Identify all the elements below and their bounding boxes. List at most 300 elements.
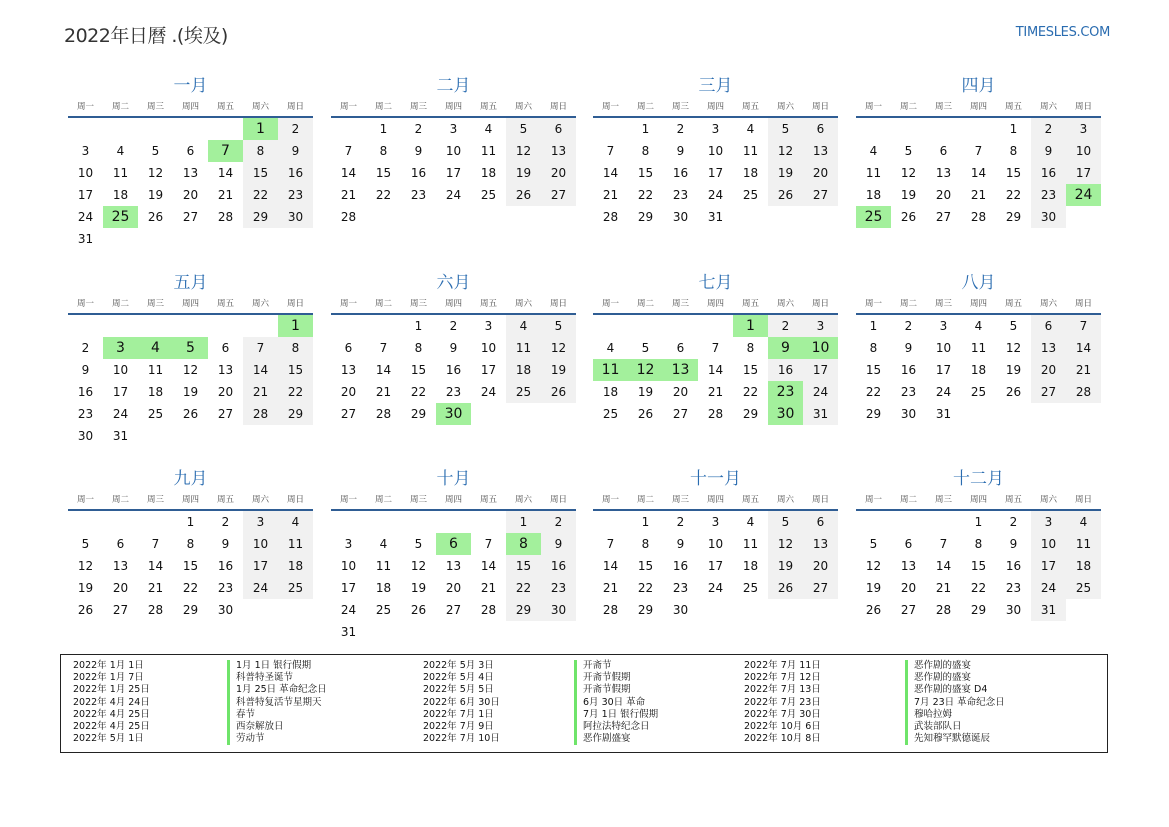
day-cell[interactable]: 4 (484, 122, 493, 136)
day-cell[interactable]: 13 (340, 363, 357, 377)
day-cell[interactable]: 10 (340, 559, 357, 573)
day-cell[interactable]: 24 (77, 210, 94, 224)
day-cell[interactable]: 2 (221, 515, 230, 529)
day-cell[interactable]: 24 (707, 188, 724, 202)
day-cell[interactable]: 1 (506, 511, 541, 533)
day-cell[interactable]: 10 (1031, 533, 1066, 555)
day-cell[interactable]: 4 (746, 122, 755, 136)
day-cell[interactable]: 4 (379, 537, 388, 551)
holiday-day-cell[interactable]: 10 (803, 337, 838, 359)
day-cell[interactable]: 15 (182, 559, 199, 573)
day-cell[interactable]: 14 (602, 559, 619, 573)
day-cell[interactable]: 2 (676, 515, 685, 529)
day-cell[interactable]: 15 (278, 359, 313, 381)
holiday-day-cell[interactable]: 13 (663, 359, 698, 381)
day-cell[interactable]: 30 (672, 603, 689, 617)
day-cell[interactable]: 3 (344, 537, 353, 551)
day-cell[interactable]: 18 (970, 363, 987, 377)
day-cell[interactable]: 1 (379, 122, 388, 136)
day-cell[interactable]: 11 (375, 559, 392, 573)
day-cell[interactable]: 8 (641, 144, 650, 158)
day-cell[interactable]: 13 (900, 559, 917, 573)
day-cell[interactable]: 20 (935, 188, 952, 202)
day-cell[interactable]: 14 (243, 359, 278, 381)
day-cell[interactable]: 20 (803, 555, 838, 577)
day-cell[interactable]: 29 (410, 407, 427, 421)
day-cell[interactable]: 20 (1031, 359, 1066, 381)
day-cell[interactable]: 24 (1031, 577, 1066, 599)
day-cell[interactable]: 2 (541, 511, 576, 533)
day-cell[interactable]: 15 (637, 166, 654, 180)
day-cell[interactable]: 20 (445, 581, 462, 595)
day-cell[interactable]: 13 (217, 363, 234, 377)
day-cell[interactable]: 31 (112, 429, 129, 443)
day-cell[interactable]: 4 (278, 511, 313, 533)
day-cell[interactable]: 25 (1066, 577, 1101, 599)
day-cell[interactable]: 12 (410, 559, 427, 573)
day-cell[interactable]: 16 (278, 162, 313, 184)
day-cell[interactable]: 14 (217, 166, 234, 180)
day-cell[interactable]: 28 (340, 210, 357, 224)
day-cell[interactable]: 12 (77, 559, 94, 573)
day-cell[interactable]: 20 (217, 385, 234, 399)
day-cell[interactable]: 27 (935, 210, 952, 224)
day-cell[interactable]: 29 (278, 403, 313, 425)
day-cell[interactable]: 9 (676, 537, 685, 551)
day-cell[interactable]: 19 (637, 385, 654, 399)
day-cell[interactable]: 29 (182, 603, 199, 617)
day-cell[interactable]: 27 (112, 603, 129, 617)
day-cell[interactable]: 5 (1009, 319, 1018, 333)
day-cell[interactable]: 19 (147, 188, 164, 202)
day-cell[interactable]: 21 (147, 581, 164, 595)
day-cell[interactable]: 11 (147, 363, 164, 377)
day-cell[interactable]: 3 (81, 144, 90, 158)
day-cell[interactable]: 25 (506, 381, 541, 403)
day-cell[interactable]: 5 (641, 341, 650, 355)
day-cell[interactable]: 8 (278, 337, 313, 359)
day-cell[interactable]: 1 (974, 515, 983, 529)
day-cell[interactable]: 22 (243, 184, 278, 206)
day-cell[interactable]: 6 (803, 511, 838, 533)
day-cell[interactable]: 19 (768, 162, 803, 184)
day-cell[interactable]: 23 (541, 577, 576, 599)
day-cell[interactable]: 8 (243, 140, 278, 162)
day-cell[interactable]: 7 (484, 537, 493, 551)
day-cell[interactable]: 28 (970, 210, 987, 224)
day-cell[interactable]: 3 (449, 122, 458, 136)
day-cell[interactable]: 22 (375, 188, 392, 202)
day-cell[interactable]: 23 (217, 581, 234, 595)
holiday-day-cell[interactable]: 11 (593, 359, 628, 381)
day-cell[interactable]: 9 (541, 533, 576, 555)
day-cell[interactable]: 25 (278, 577, 313, 599)
day-cell[interactable]: 19 (900, 188, 917, 202)
holiday-day-cell[interactable]: 23 (768, 381, 803, 403)
day-cell[interactable]: 3 (484, 319, 493, 333)
day-cell[interactable]: 18 (112, 188, 129, 202)
day-cell[interactable]: 17 (707, 166, 724, 180)
day-cell[interactable]: 11 (506, 337, 541, 359)
day-cell[interactable]: 10 (112, 363, 129, 377)
day-cell[interactable]: 5 (81, 537, 90, 551)
day-cell[interactable]: 24 (445, 188, 462, 202)
day-cell[interactable]: 18 (865, 188, 882, 202)
day-cell[interactable]: 22 (506, 577, 541, 599)
day-cell[interactable]: 16 (445, 363, 462, 377)
holiday-day-cell[interactable]: 6 (436, 533, 471, 555)
holiday-day-cell[interactable]: 25 (856, 206, 891, 228)
day-cell[interactable]: 8 (414, 341, 423, 355)
day-cell[interactable]: 28 (1066, 381, 1101, 403)
site-link[interactable]: TIMESLES.COM (1015, 25, 1110, 40)
day-cell[interactable]: 24 (112, 407, 129, 421)
day-cell[interactable]: 15 (865, 363, 882, 377)
day-cell[interactable]: 13 (541, 140, 576, 162)
day-cell[interactable]: 16 (672, 559, 689, 573)
day-cell[interactable]: 27 (217, 407, 234, 421)
holiday-day-cell[interactable]: 24 (1066, 184, 1101, 206)
day-cell[interactable]: 26 (541, 381, 576, 403)
day-cell[interactable]: 6 (541, 118, 576, 140)
day-cell[interactable]: 4 (506, 315, 541, 337)
day-cell[interactable]: 1 (414, 319, 423, 333)
day-cell[interactable]: 25 (742, 188, 759, 202)
day-cell[interactable]: 26 (637, 407, 654, 421)
day-cell[interactable]: 21 (340, 188, 357, 202)
day-cell[interactable]: 23 (672, 581, 689, 595)
day-cell[interactable]: 21 (935, 581, 952, 595)
day-cell[interactable]: 4 (746, 515, 755, 529)
day-cell[interactable]: 19 (182, 385, 199, 399)
day-cell[interactable]: 15 (243, 162, 278, 184)
day-cell[interactable]: 1 (186, 515, 195, 529)
day-cell[interactable]: 28 (602, 210, 619, 224)
day-cell[interactable]: 10 (707, 144, 724, 158)
day-cell[interactable]: 27 (672, 407, 689, 421)
day-cell[interactable]: 20 (340, 385, 357, 399)
day-cell[interactable]: 26 (77, 603, 94, 617)
day-cell[interactable]: 6 (803, 118, 838, 140)
day-cell[interactable]: 26 (147, 210, 164, 224)
day-cell[interactable]: 13 (803, 140, 838, 162)
day-cell[interactable]: 3 (711, 122, 720, 136)
day-cell[interactable]: 11 (278, 533, 313, 555)
day-cell[interactable]: 19 (410, 581, 427, 595)
day-cell[interactable]: 29 (243, 206, 278, 228)
day-cell[interactable]: 8 (974, 537, 983, 551)
day-cell[interactable]: 3 (939, 319, 948, 333)
day-cell[interactable]: 12 (147, 166, 164, 180)
day-cell[interactable]: 25 (602, 407, 619, 421)
day-cell[interactable]: 12 (182, 363, 199, 377)
day-cell[interactable]: 8 (641, 537, 650, 551)
day-cell[interactable]: 7 (1066, 315, 1101, 337)
day-cell[interactable]: 4 (974, 319, 983, 333)
day-cell[interactable]: 22 (637, 581, 654, 595)
day-cell[interactable]: 18 (742, 166, 759, 180)
day-cell[interactable]: 9 (449, 341, 458, 355)
day-cell[interactable]: 26 (410, 603, 427, 617)
day-cell[interactable]: 8 (869, 341, 878, 355)
day-cell[interactable]: 10 (243, 533, 278, 555)
day-cell[interactable]: 18 (742, 559, 759, 573)
day-cell[interactable]: 16 (217, 559, 234, 573)
day-cell[interactable]: 5 (151, 144, 160, 158)
day-cell[interactable]: 12 (768, 140, 803, 162)
day-cell[interactable]: 30 (217, 603, 234, 617)
day-cell[interactable]: 16 (1031, 162, 1066, 184)
day-cell[interactable]: 29 (506, 599, 541, 621)
day-cell[interactable]: 30 (278, 206, 313, 228)
day-cell[interactable]: 17 (340, 581, 357, 595)
day-cell[interactable]: 4 (606, 341, 615, 355)
day-cell[interactable]: 5 (414, 537, 423, 551)
day-cell[interactable]: 28 (480, 603, 497, 617)
holiday-day-cell[interactable]: 1 (243, 118, 278, 140)
day-cell[interactable]: 29 (637, 210, 654, 224)
day-cell[interactable]: 29 (1005, 210, 1022, 224)
day-cell[interactable]: 14 (340, 166, 357, 180)
day-cell[interactable]: 28 (602, 603, 619, 617)
day-cell[interactable]: 16 (77, 385, 94, 399)
day-cell[interactable]: 24 (340, 603, 357, 617)
day-cell[interactable]: 25 (480, 188, 497, 202)
day-cell[interactable]: 10 (445, 144, 462, 158)
day-cell[interactable]: 31 (935, 407, 952, 421)
day-cell[interactable]: 13 (803, 533, 838, 555)
day-cell[interactable]: 19 (865, 581, 882, 595)
day-cell[interactable]: 9 (1031, 140, 1066, 162)
holiday-day-cell[interactable]: 12 (628, 359, 663, 381)
day-cell[interactable]: 17 (707, 559, 724, 573)
holiday-day-cell[interactable]: 4 (138, 337, 173, 359)
day-cell[interactable]: 7 (379, 341, 388, 355)
day-cell[interactable]: 11 (480, 144, 497, 158)
day-cell[interactable]: 2 (449, 319, 458, 333)
day-cell[interactable]: 15 (410, 363, 427, 377)
day-cell[interactable]: 11 (865, 166, 882, 180)
day-cell[interactable]: 5 (541, 315, 576, 337)
day-cell[interactable]: 23 (1031, 184, 1066, 206)
day-cell[interactable]: 4 (869, 144, 878, 158)
holiday-day-cell[interactable]: 30 (768, 403, 803, 425)
day-cell[interactable]: 25 (375, 603, 392, 617)
day-cell[interactable]: 19 (541, 359, 576, 381)
day-cell[interactable]: 30 (900, 407, 917, 421)
day-cell[interactable]: 24 (935, 385, 952, 399)
day-cell[interactable]: 21 (602, 188, 619, 202)
day-cell[interactable]: 18 (147, 385, 164, 399)
day-cell[interactable]: 17 (112, 385, 129, 399)
day-cell[interactable]: 10 (1066, 140, 1101, 162)
day-cell[interactable]: 13 (182, 166, 199, 180)
day-cell[interactable]: 8 (746, 341, 755, 355)
day-cell[interactable]: 11 (112, 166, 129, 180)
day-cell[interactable]: 28 (935, 603, 952, 617)
day-cell[interactable]: 29 (637, 603, 654, 617)
day-cell[interactable]: 3 (1031, 511, 1066, 533)
day-cell[interactable]: 9 (676, 144, 685, 158)
day-cell[interactable]: 15 (1005, 166, 1022, 180)
day-cell[interactable]: 20 (182, 188, 199, 202)
day-cell[interactable]: 4 (1066, 511, 1101, 533)
day-cell[interactable]: 22 (742, 385, 759, 399)
day-cell[interactable]: 28 (147, 603, 164, 617)
day-cell[interactable]: 1 (1009, 122, 1018, 136)
day-cell[interactable]: 17 (243, 555, 278, 577)
day-cell[interactable]: 21 (375, 385, 392, 399)
day-cell[interactable]: 4 (116, 144, 125, 158)
day-cell[interactable]: 12 (900, 166, 917, 180)
day-cell[interactable]: 29 (742, 407, 759, 421)
holiday-day-cell[interactable]: 1 (278, 315, 313, 337)
day-cell[interactable]: 17 (1031, 555, 1066, 577)
day-cell[interactable]: 21 (217, 188, 234, 202)
day-cell[interactable]: 15 (506, 555, 541, 577)
holiday-day-cell[interactable]: 25 (103, 206, 138, 228)
day-cell[interactable]: 26 (182, 407, 199, 421)
day-cell[interactable]: 8 (379, 144, 388, 158)
day-cell[interactable]: 6 (904, 537, 913, 551)
day-cell[interactable]: 7 (151, 537, 160, 551)
day-cell[interactable]: 12 (506, 140, 541, 162)
day-cell[interactable]: 5 (904, 144, 913, 158)
day-cell[interactable]: 20 (900, 581, 917, 595)
day-cell[interactable]: 12 (865, 559, 882, 573)
day-cell[interactable]: 23 (1005, 581, 1022, 595)
day-cell[interactable]: 2 (904, 319, 913, 333)
day-cell[interactable]: 17 (445, 166, 462, 180)
day-cell[interactable]: 31 (803, 403, 838, 425)
day-cell[interactable]: 31 (1031, 599, 1066, 621)
day-cell[interactable]: 18 (602, 385, 619, 399)
day-cell[interactable]: 15 (742, 363, 759, 377)
day-cell[interactable]: 14 (480, 559, 497, 573)
day-cell[interactable]: 14 (375, 363, 392, 377)
day-cell[interactable]: 21 (602, 581, 619, 595)
day-cell[interactable]: 25 (742, 581, 759, 595)
day-cell[interactable]: 27 (1031, 381, 1066, 403)
day-cell[interactable]: 2 (81, 341, 90, 355)
day-cell[interactable]: 30 (672, 210, 689, 224)
day-cell[interactable]: 14 (970, 166, 987, 180)
day-cell[interactable]: 22 (637, 188, 654, 202)
day-cell[interactable]: 5 (869, 537, 878, 551)
day-cell[interactable]: 26 (900, 210, 917, 224)
day-cell[interactable]: 22 (410, 385, 427, 399)
day-cell[interactable]: 6 (676, 341, 685, 355)
day-cell[interactable]: 15 (375, 166, 392, 180)
day-cell[interactable]: 6 (939, 144, 948, 158)
day-cell[interactable]: 26 (865, 603, 882, 617)
day-cell[interactable]: 30 (1031, 206, 1066, 228)
day-cell[interactable]: 20 (672, 385, 689, 399)
day-cell[interactable]: 25 (147, 407, 164, 421)
day-cell[interactable]: 23 (278, 184, 313, 206)
holiday-day-cell[interactable]: 30 (436, 403, 471, 425)
day-cell[interactable]: 28 (243, 403, 278, 425)
holiday-day-cell[interactable]: 8 (506, 533, 541, 555)
day-cell[interactable]: 9 (904, 341, 913, 355)
day-cell[interactable]: 16 (768, 359, 803, 381)
day-cell[interactable]: 1 (641, 122, 650, 136)
day-cell[interactable]: 10 (77, 166, 94, 180)
day-cell[interactable]: 29 (865, 407, 882, 421)
day-cell[interactable]: 3 (1066, 118, 1101, 140)
holiday-day-cell[interactable]: 3 (103, 337, 138, 359)
day-cell[interactable]: 23 (672, 188, 689, 202)
day-cell[interactable]: 31 (707, 210, 724, 224)
day-cell[interactable]: 27 (340, 407, 357, 421)
day-cell[interactable]: 1 (869, 319, 878, 333)
holiday-day-cell[interactable]: 1 (733, 315, 768, 337)
day-cell[interactable]: 24 (707, 581, 724, 595)
holiday-day-cell[interactable]: 5 (173, 337, 208, 359)
day-cell[interactable]: 25 (970, 385, 987, 399)
day-cell[interactable]: 31 (340, 625, 357, 639)
day-cell[interactable]: 27 (541, 184, 576, 206)
day-cell[interactable]: 19 (77, 581, 94, 595)
day-cell[interactable]: 23 (77, 407, 94, 421)
day-cell[interactable]: 1 (641, 515, 650, 529)
day-cell[interactable]: 12 (768, 533, 803, 555)
day-cell[interactable]: 17 (935, 363, 952, 377)
day-cell[interactable]: 15 (637, 559, 654, 573)
day-cell[interactable]: 2 (1009, 515, 1018, 529)
day-cell[interactable]: 24 (803, 381, 838, 403)
day-cell[interactable]: 30 (1005, 603, 1022, 617)
day-cell[interactable]: 21 (1066, 359, 1101, 381)
day-cell[interactable]: 16 (1005, 559, 1022, 573)
day-cell[interactable]: 2 (768, 315, 803, 337)
day-cell[interactable]: 6 (186, 144, 195, 158)
day-cell[interactable]: 23 (445, 385, 462, 399)
day-cell[interactable]: 2 (1031, 118, 1066, 140)
day-cell[interactable]: 17 (1066, 162, 1101, 184)
day-cell[interactable]: 17 (480, 363, 497, 377)
day-cell[interactable]: 11 (970, 341, 987, 355)
day-cell[interactable]: 16 (541, 555, 576, 577)
day-cell[interactable]: 21 (243, 381, 278, 403)
day-cell[interactable]: 13 (1031, 337, 1066, 359)
day-cell[interactable]: 18 (1066, 555, 1101, 577)
day-cell[interactable]: 16 (672, 166, 689, 180)
holiday-day-cell[interactable]: 7 (208, 140, 243, 162)
day-cell[interactable]: 7 (344, 144, 353, 158)
day-cell[interactable]: 26 (506, 184, 541, 206)
day-cell[interactable]: 6 (221, 341, 230, 355)
day-cell[interactable]: 28 (707, 407, 724, 421)
day-cell[interactable]: 19 (506, 162, 541, 184)
day-cell[interactable]: 28 (217, 210, 234, 224)
day-cell[interactable]: 6 (344, 341, 353, 355)
day-cell[interactable]: 3 (243, 511, 278, 533)
day-cell[interactable]: 21 (480, 581, 497, 595)
day-cell[interactable]: 23 (410, 188, 427, 202)
day-cell[interactable]: 16 (900, 363, 917, 377)
day-cell[interactable]: 5 (768, 118, 803, 140)
day-cell[interactable]: 2 (414, 122, 423, 136)
holiday-day-cell[interactable]: 9 (768, 337, 803, 359)
day-cell[interactable]: 8 (186, 537, 195, 551)
day-cell[interactable]: 6 (1031, 315, 1066, 337)
day-cell[interactable]: 26 (1005, 385, 1022, 399)
day-cell[interactable]: 10 (935, 341, 952, 355)
day-cell[interactable]: 22 (182, 581, 199, 595)
day-cell[interactable]: 3 (711, 515, 720, 529)
day-cell[interactable]: 20 (803, 162, 838, 184)
